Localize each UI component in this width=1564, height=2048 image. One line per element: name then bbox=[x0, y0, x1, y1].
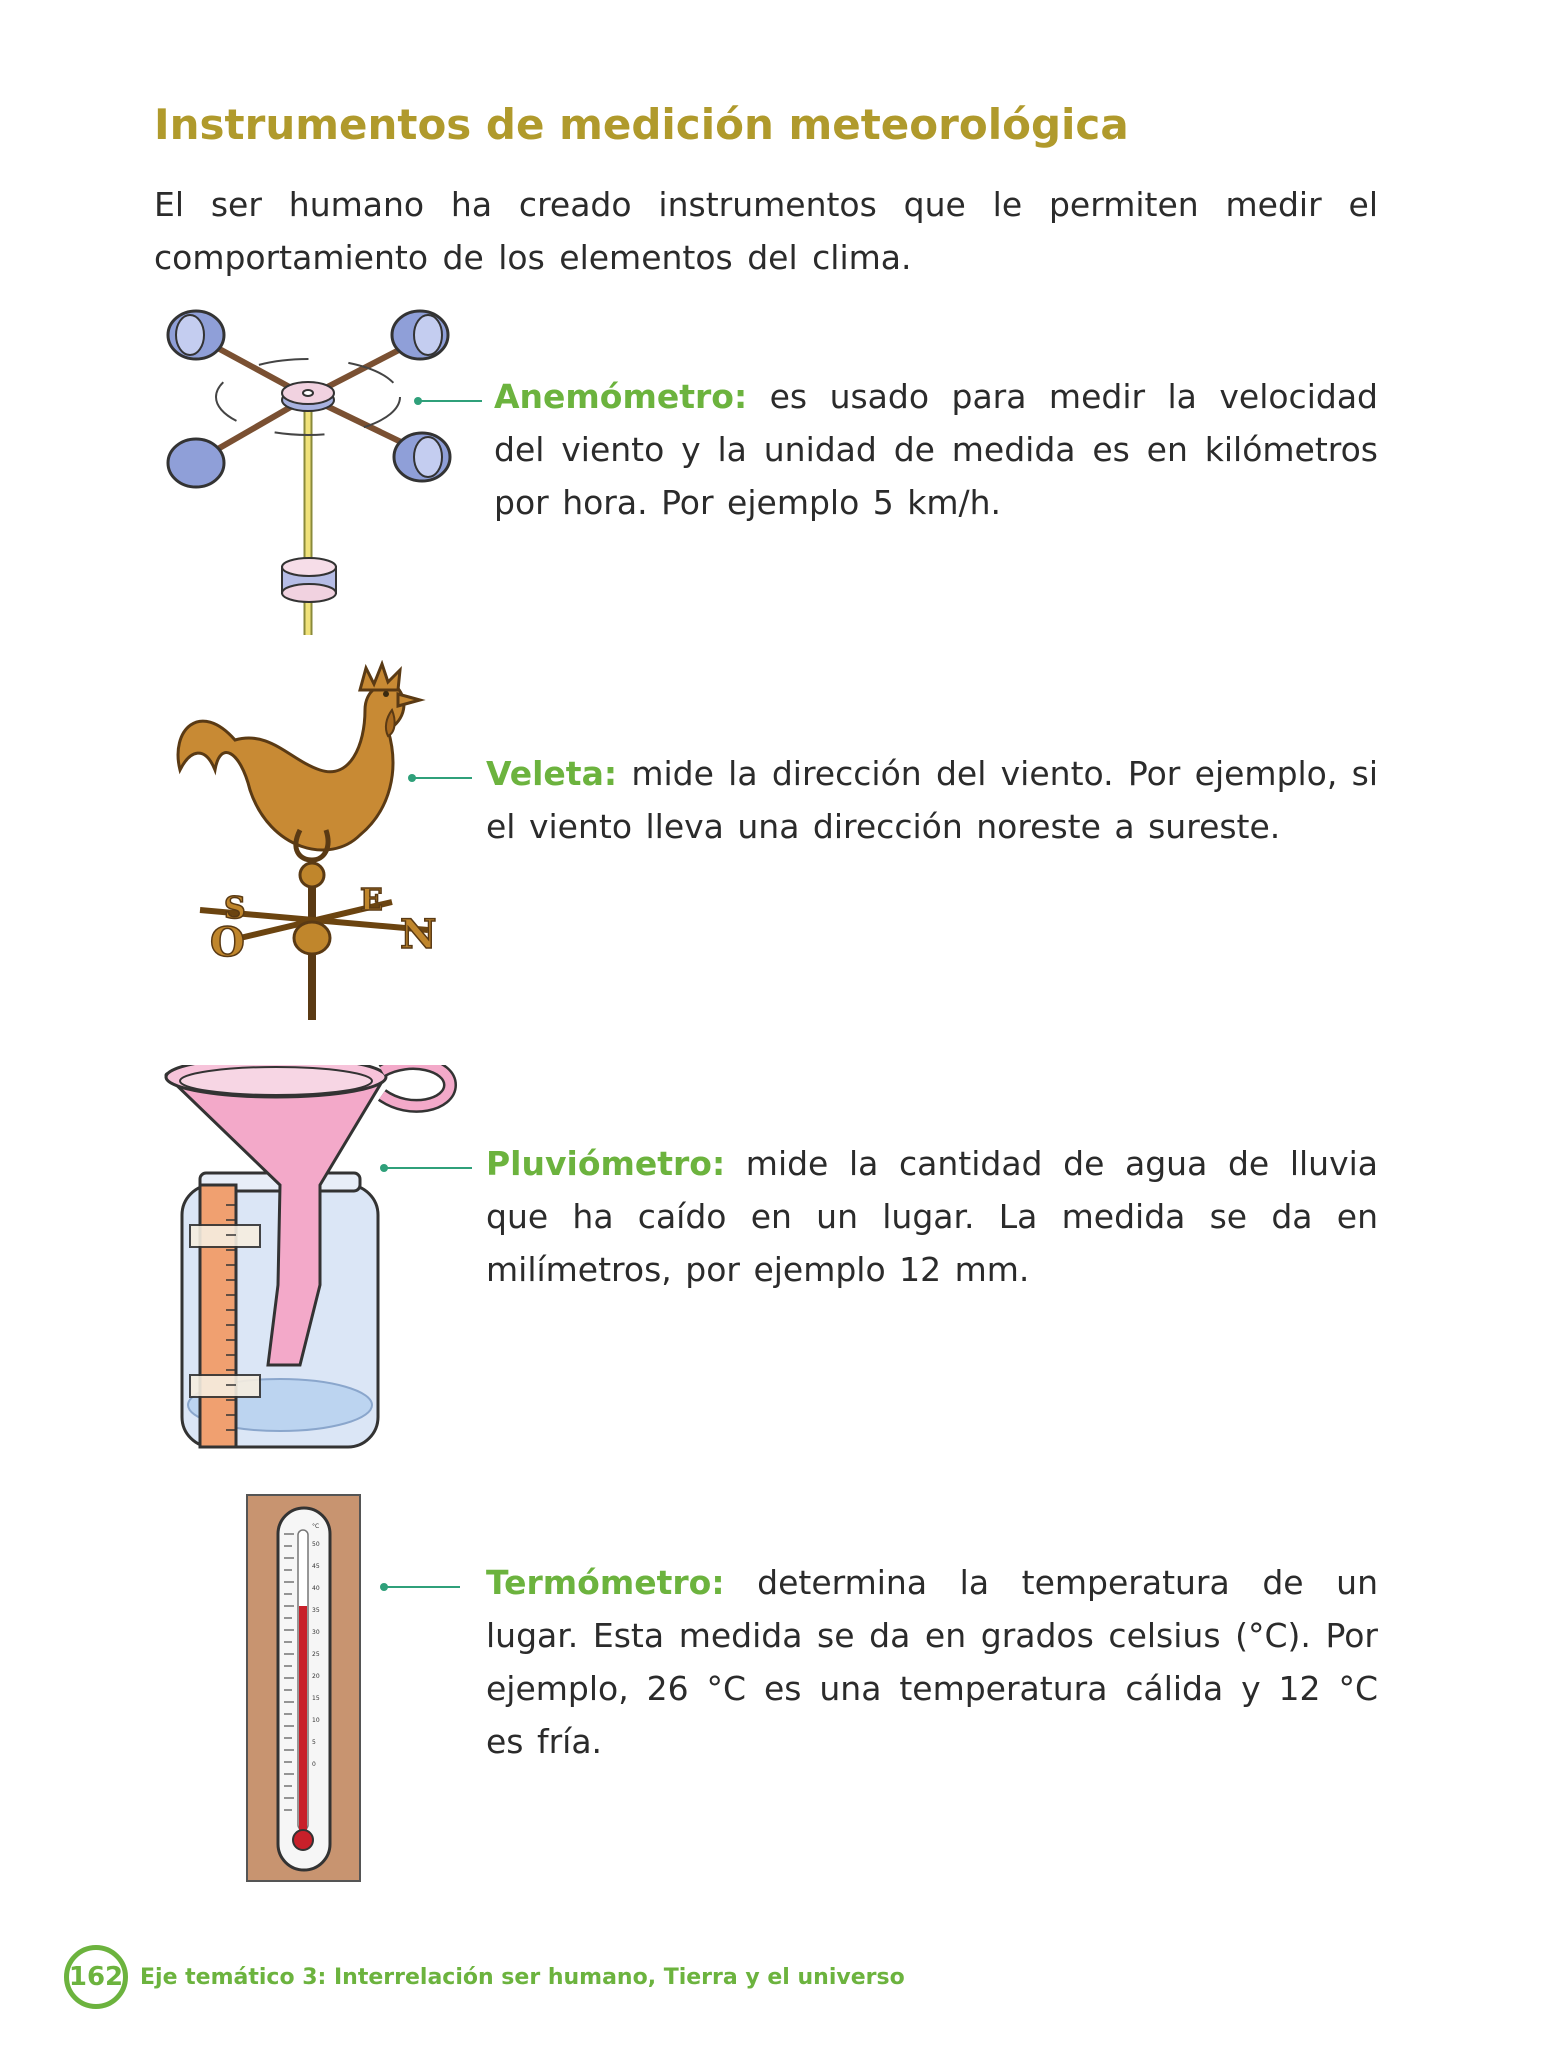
thermometer-text: determina la temperatura de un lugar. Esta medida se da en grados celsius (°C). Por ejemplo, 26 °C es una temperatura cálida y 12 °C es fría. bbox=[486, 1563, 1378, 1761]
thermometer-scale-40: 40 bbox=[312, 1585, 320, 1592]
thermometer-unit-label: °C bbox=[312, 1523, 320, 1530]
thermometer-leader-line bbox=[384, 1586, 460, 1588]
thermometer-scale-20: 20 bbox=[312, 1673, 320, 1680]
rain-gauge-description bbox=[486, 1137, 1378, 1296]
weather-vane-text: mide la dirección del viento. Por ejemplo, si el viento lleva una dirección noreste a sureste. bbox=[486, 754, 1378, 846]
page-number: 162 bbox=[64, 1945, 128, 2009]
weather-vane-term: Veleta: bbox=[486, 754, 618, 793]
thermometer-scale-30: 30 bbox=[312, 1629, 320, 1636]
anemometer-text: es usado para medir la velocidad del viento y la unidad de medida es en kilómetros por hora. Por ejemplo 5 km/h. bbox=[494, 377, 1378, 522]
anemometer-description bbox=[494, 370, 1378, 529]
rain-gauge-text: mide la cantidad de agua de lluvia que ha caído en un lugar. La medida se da en milímetros, por ejemplo 12 mm. bbox=[486, 1144, 1378, 1289]
vane-letter-n: N bbox=[400, 911, 437, 958]
page-title: Instrumentos de medición meteorológica bbox=[154, 100, 1129, 149]
vane-letter-e: E bbox=[360, 883, 383, 918]
weather-vane-illustration bbox=[160, 660, 450, 1020]
thermometer-scale-50: 50 bbox=[312, 1541, 320, 1548]
thermometer-scale-45: 45 bbox=[312, 1563, 320, 1570]
rain-gauge-illustration bbox=[160, 1065, 460, 1455]
thermometer-term: Termómetro: bbox=[486, 1563, 725, 1602]
weather-vane-description bbox=[486, 747, 1378, 853]
anemometer-term: Anemómetro: bbox=[494, 377, 748, 416]
thermometer-illustration bbox=[246, 1494, 362, 1884]
anemometer-leader-line bbox=[418, 400, 482, 402]
vane-letter-o: O bbox=[210, 919, 245, 966]
weather-vane-leader-line bbox=[412, 777, 472, 779]
page-footer bbox=[64, 1942, 905, 2012]
footer-section-title: Eje temático 3: Interrelación ser humano, Tierra y el universo bbox=[140, 1964, 905, 1990]
thermometer-scale-0: 0 bbox=[312, 1761, 316, 1768]
rain-gauge-term: Pluviómetro: bbox=[486, 1144, 726, 1183]
anemometer-illustration bbox=[160, 305, 460, 635]
vane-letter-s: S bbox=[224, 891, 246, 926]
thermometer-scale-35: 35 bbox=[312, 1607, 320, 1614]
thermometer-scale-15: 15 bbox=[312, 1695, 320, 1702]
thermometer-description bbox=[486, 1556, 1378, 1768]
thermometer-scale-5: 5 bbox=[312, 1739, 316, 1746]
intro-paragraph: El ser humano ha creado instrumentos que le permiten medir el comportamiento de los elementos del clima. bbox=[154, 185, 1378, 277]
thermometer-scale-10: 10 bbox=[312, 1717, 320, 1724]
rain-gauge-leader-line bbox=[384, 1167, 472, 1169]
thermometer-scale-25: 25 bbox=[312, 1651, 320, 1658]
